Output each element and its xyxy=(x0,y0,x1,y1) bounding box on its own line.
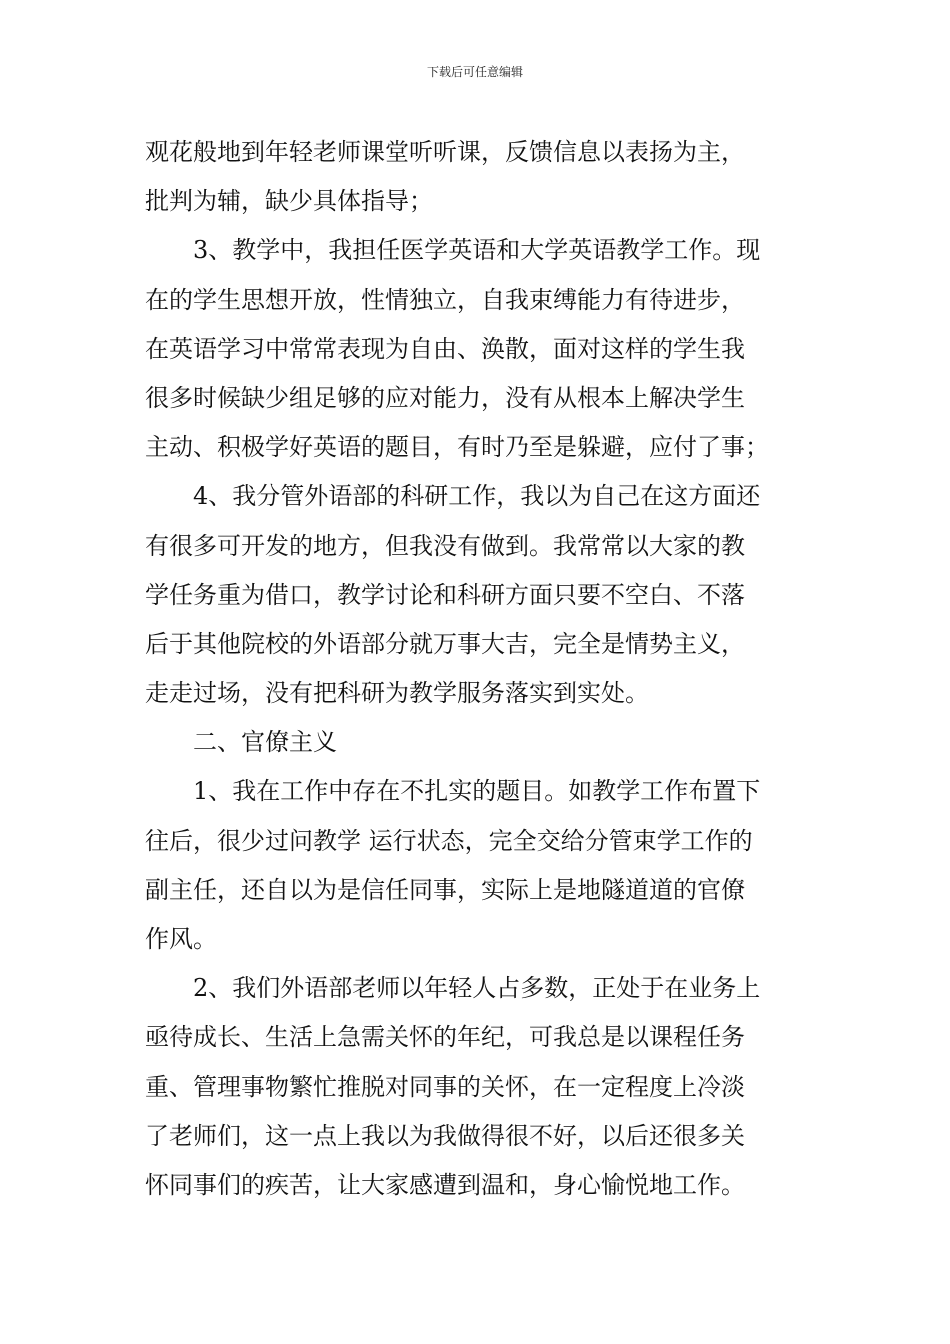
text-line: 往后，很少过问教学 运行状态，完全交给分管束学工作的 xyxy=(145,826,753,855)
text-line: 批判为辅，缺少具体指导； xyxy=(145,187,433,216)
text-line: 有很多可开发的地方，但我没有做到。我常常以大家的教 xyxy=(145,531,745,560)
text-line: 3、教学中，我担任医学英语和大学英语教学工作。现 xyxy=(193,236,761,265)
text-line: 了老师们，这一点上我以为我做得很不好，以后还很多关 xyxy=(145,1121,745,1150)
text-line: 1、我在工作中存在不扎实的题目。如教学工作布置下 xyxy=(193,777,761,806)
document-body xyxy=(145,128,809,1210)
text-line: 2、我们外语部老师以年轻人占多数，正处于在业务上 xyxy=(193,974,761,1003)
text-line: 亟待成长、生活上急需关怀的年纪，可我总是以课程任务 xyxy=(145,1023,745,1052)
text-line: 怀同事们的疾苦，让大家感遭到温和，身心愉悦地工作。 xyxy=(145,1170,745,1199)
text-line: 4、我分管外语部的科研工作，我以为自己在这方面还 xyxy=(193,482,761,511)
text-line: 主动、积极学好英语的题目，有时乃至是躲避，应付了事； xyxy=(145,433,769,462)
text-line: 在英语学习中常常表现为自由、涣散，面对这样的学生我 xyxy=(145,334,745,363)
text-line: 学任务重为借口，教学讨论和科研方面只要不空白、不落 xyxy=(145,580,745,609)
text-line: 重、管理事物繁忙推脱对同事的关怀，在一定程度上冷淡 xyxy=(145,1072,745,1101)
text-line: 观花般地到年轻老师课堂听听课，反馈信息以表扬为主， xyxy=(145,138,745,166)
text-line: 副主任，还自以为是信任同事，实际上是地隧道道的官僚 xyxy=(145,875,745,904)
text-line: 后于其他院校的外语部分就万事大吉，完全是情势主义， xyxy=(145,629,745,658)
page-header-note: 下载后可任意编辑 xyxy=(426,65,523,79)
text-line: 在的学生思想开放，性情独立，自我束缚能力有待进步， xyxy=(145,285,745,314)
text-line: 很多时候缺少组足够的应对能力，没有从根本上解决学生 xyxy=(145,383,745,412)
text-line: 走走过场，没有把科研为教学服务落实到实处。 xyxy=(145,679,649,708)
section-heading: 二、官僚主义 xyxy=(193,728,337,757)
text-line: 作风。 xyxy=(145,925,217,953)
